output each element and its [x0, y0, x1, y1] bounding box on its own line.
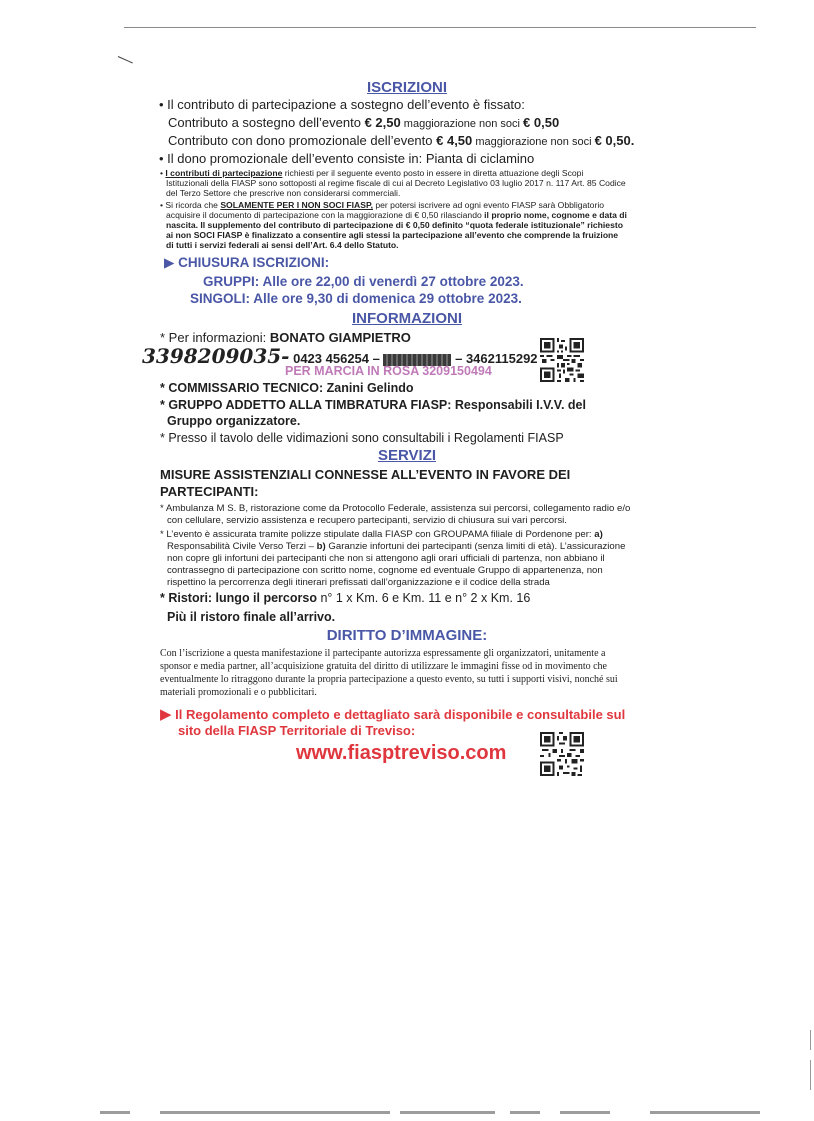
- ambulanza-line-2: con cellulare, servizio assistenza e recupero partecipanti, servizio di chiusura sui vari percorsi.: [167, 515, 567, 526]
- gruppi-line: [203, 274, 524, 289]
- gruppi-label: GRUPPI:: [203, 274, 260, 289]
- note2-line-2: [166, 210, 627, 220]
- play-arrow-icon: ▶: [160, 706, 172, 723]
- ristori-rest: n° 1 x Km. 6 e Km. 11 e n° 2 x Km. 16: [316, 591, 531, 605]
- scan-artifact: [160, 1111, 390, 1114]
- chiusura-heading: [164, 255, 329, 271]
- insurance-line-3: non copre gli infortuni dei partecipanti che non si attengono agli orari ufficiali di partenza, non abbiano il: [167, 553, 605, 564]
- dono-line: • Il dono promozionale dell’evento consiste in: Pianta di ciclamino: [159, 151, 535, 166]
- ambulanza-line-1: * Ambulanza M S. B, ristorazione come da Protocollo Federale, assistenza sui percorsi, collegamento radio e/o: [160, 503, 631, 514]
- contributo-line-1: [168, 115, 559, 130]
- scan-artifact: [400, 1111, 495, 1114]
- phone-3: – 3462115292: [455, 351, 538, 366]
- regolamento-text-1: Il Regolamento completo e dettagliato sarà disponibile e consultabile sul: [175, 707, 626, 722]
- ins-l1-pre: * L’evento è assicurata tramite polizze stipulate dalla FIASP con GROUPAMA filiale di Pordenone per:: [160, 529, 595, 540]
- note2-line-1: [160, 200, 604, 210]
- insurance-line-5: rispettino la percorrenza degli itinerari prefissati dall’organizzazione e il codice della strada: [167, 577, 550, 588]
- note2-line-5: di tutti i servizi federali ai sensi dell’Art. 6.4 dello Statuto.: [166, 240, 399, 250]
- note1-rest: richiesti per il seguente evento posto in essere in diretta attuazione degli Scopi: [282, 168, 584, 178]
- ristori-line: [160, 591, 530, 605]
- note2-l2-pre: acquisire il documento di partecipazione con la maggiorazione di € 0,50 rilasciando: [166, 210, 485, 220]
- c2-amount: € 4,50: [436, 133, 473, 148]
- diritto-line-3: eventualmente lo ritraggono durante la propria partecipazione a questo evento, su tutti i supporti visivi, nonché sui: [160, 674, 618, 685]
- diritto-line-1: Con l’iscrizione a questa manifestazione il partecipante autorizza espressamente gli organizzatori, unitamente a: [160, 648, 606, 659]
- scan-artifact: [650, 1111, 760, 1114]
- stray-pen-mark: [118, 56, 133, 63]
- c1-amount: € 2,50: [364, 115, 401, 130]
- note2-line-4: ai non SOCI FIASP è finalizzato a consentire agli stessi la partecipazione all’evento che comprende la fruizione: [166, 230, 619, 240]
- scan-artifact: [100, 1111, 130, 1114]
- scan-artifact: [810, 1030, 811, 1050]
- commissario-line: * COMMISSARIO TECNICO: Zanini Gelindo: [160, 381, 414, 395]
- ins-l1-bold: a): [594, 529, 603, 540]
- regolamento-line-1: [160, 705, 625, 723]
- informazioni-title: INFORMAZIONI: [352, 310, 462, 327]
- singoli-line: [190, 291, 522, 306]
- scan-artifact: [810, 1060, 811, 1090]
- c2-extra: € 0,50.: [594, 133, 635, 148]
- note2-line-3: nascita. Il supplemento del contributo di partecipazione di € 0,50 definito “quota federale istituzionale” richiesto: [166, 220, 623, 230]
- ristoro-finale-line: Più il ristoro finale all’arrivo.: [167, 610, 336, 624]
- ins-l2-bold: b): [316, 541, 326, 552]
- servizi-heading-1: MISURE ASSISTENZIALI CONNESSE ALL’EVENTO IN FAVORE DEI: [160, 467, 571, 482]
- scan-artifact: [510, 1111, 540, 1114]
- c1-extra: € 0,50: [523, 115, 560, 130]
- note1-line-1: • I contributi di partecipazione richiesti per il seguente evento posto in essere in diretta attuazione degli Scopi: [160, 168, 584, 178]
- singoli-text: Alle ore 9,30 di domenica 29 ottobre 2023.: [250, 291, 522, 306]
- qr-code-icon: [540, 338, 584, 382]
- servizi-heading-2: PARTECIPANTI:: [160, 484, 259, 499]
- gruppi-text: Alle ore 22,00 di venerdì 27 ottobre 2023.: [259, 274, 524, 289]
- note1-line-2: Istituzionali della FIASP sono sottoposti al regime fiscale di cui al Decreto Legislativo 03 luglio 2017 n. 117 Art. 85 Codice: [166, 178, 626, 188]
- diritto-line-2: sponsor e media partner, all’acquisizione gratuita del diritto di utilizzare le immagini fisse od in movimento che: [160, 661, 607, 672]
- note2-bold: SOLAMENTE PER I NON SOCI FIASP,: [220, 200, 373, 210]
- contributo-intro: • Il contributo di partecipazione a sostegno dell’evento è fissato:: [159, 97, 525, 112]
- phone-1: 0423 456254 –: [293, 351, 380, 366]
- diritto-line-4: materiali promozionali e o pubblicitari.: [160, 687, 317, 698]
- diritto-title: DIRITTO D’IMMAGINE:: [326, 627, 488, 644]
- insurance-line-2: [167, 541, 625, 552]
- c2-mid: maggiorazione non soci: [472, 136, 595, 148]
- gruppo-line-1: * GRUPPO ADDETTO ALLA TIMBRATURA FIASP: Responsabili I.V.V. del: [160, 398, 586, 412]
- c2-label: Contributo con dono promozionale dell’evento: [168, 133, 437, 148]
- contact-line: [160, 330, 411, 345]
- presso-line: * Presso il tavolo delle vidimazioni sono consultabili i Regolamenti FIASP: [160, 431, 564, 445]
- c1-mid: maggiorazione non soci: [400, 118, 524, 130]
- contact-name: BONATO GIAMPIETRO: [269, 330, 411, 345]
- singoli-label: SINGOLI:: [190, 291, 250, 306]
- qr-code-icon: [540, 732, 584, 776]
- ristori-bold: * Ristori: lungo il percorso: [160, 591, 317, 605]
- ins-l2-rest: Garanzie infortuni dei partecipanti (senza limiti di età). L’assicurazione: [325, 541, 626, 552]
- handwritten-phone: 3398209035-: [142, 344, 290, 368]
- marcia-rosa-line: PER MARCIA IN ROSA 3209150494: [285, 364, 492, 378]
- note1-line-3: del Terzo Settore che prescrive non considerarsi commerciali.: [166, 188, 401, 198]
- insurance-line-4: contrassegno di partecipazione con scritto nome, cognome ed eventuale Gruppo di appartenenza, non: [167, 565, 603, 576]
- insurance-line-1: [160, 529, 603, 540]
- iscrizioni-title: ISCRIZIONI: [366, 79, 447, 96]
- servizi-title: SERVIZI: [377, 447, 437, 464]
- play-arrow-icon: ▶: [164, 255, 175, 270]
- scan-artifact: [560, 1111, 610, 1114]
- note2-rest: per potersi iscrivere ad ogni evento FIASP sarà Obbligatorio: [372, 200, 605, 210]
- website-link[interactable]: www.fiasptreviso.com: [296, 742, 507, 764]
- note1-bold: I contributi di partecipazione: [165, 168, 283, 178]
- ins-l2-pre: Responsabilità Civile Verso Terzi –: [167, 541, 317, 552]
- note2-pre: • Si ricorda che: [160, 200, 221, 210]
- note2-l2-bold: il proprio nome, cognome e data di: [484, 210, 627, 220]
- regolamento-line-2: sito della FIASP Territoriale di Treviso:: [178, 723, 416, 738]
- contributo-line-2: [168, 133, 634, 148]
- chiusura-label: CHIUSURA ISCRIZIONI:: [178, 255, 330, 270]
- gruppo-line-2: Gruppo organizzatore.: [167, 414, 301, 428]
- top-rule: [124, 27, 756, 28]
- c1-label: Contributo a sostegno dell’evento: [168, 115, 365, 130]
- contact-pre: * Per informazioni:: [160, 330, 270, 345]
